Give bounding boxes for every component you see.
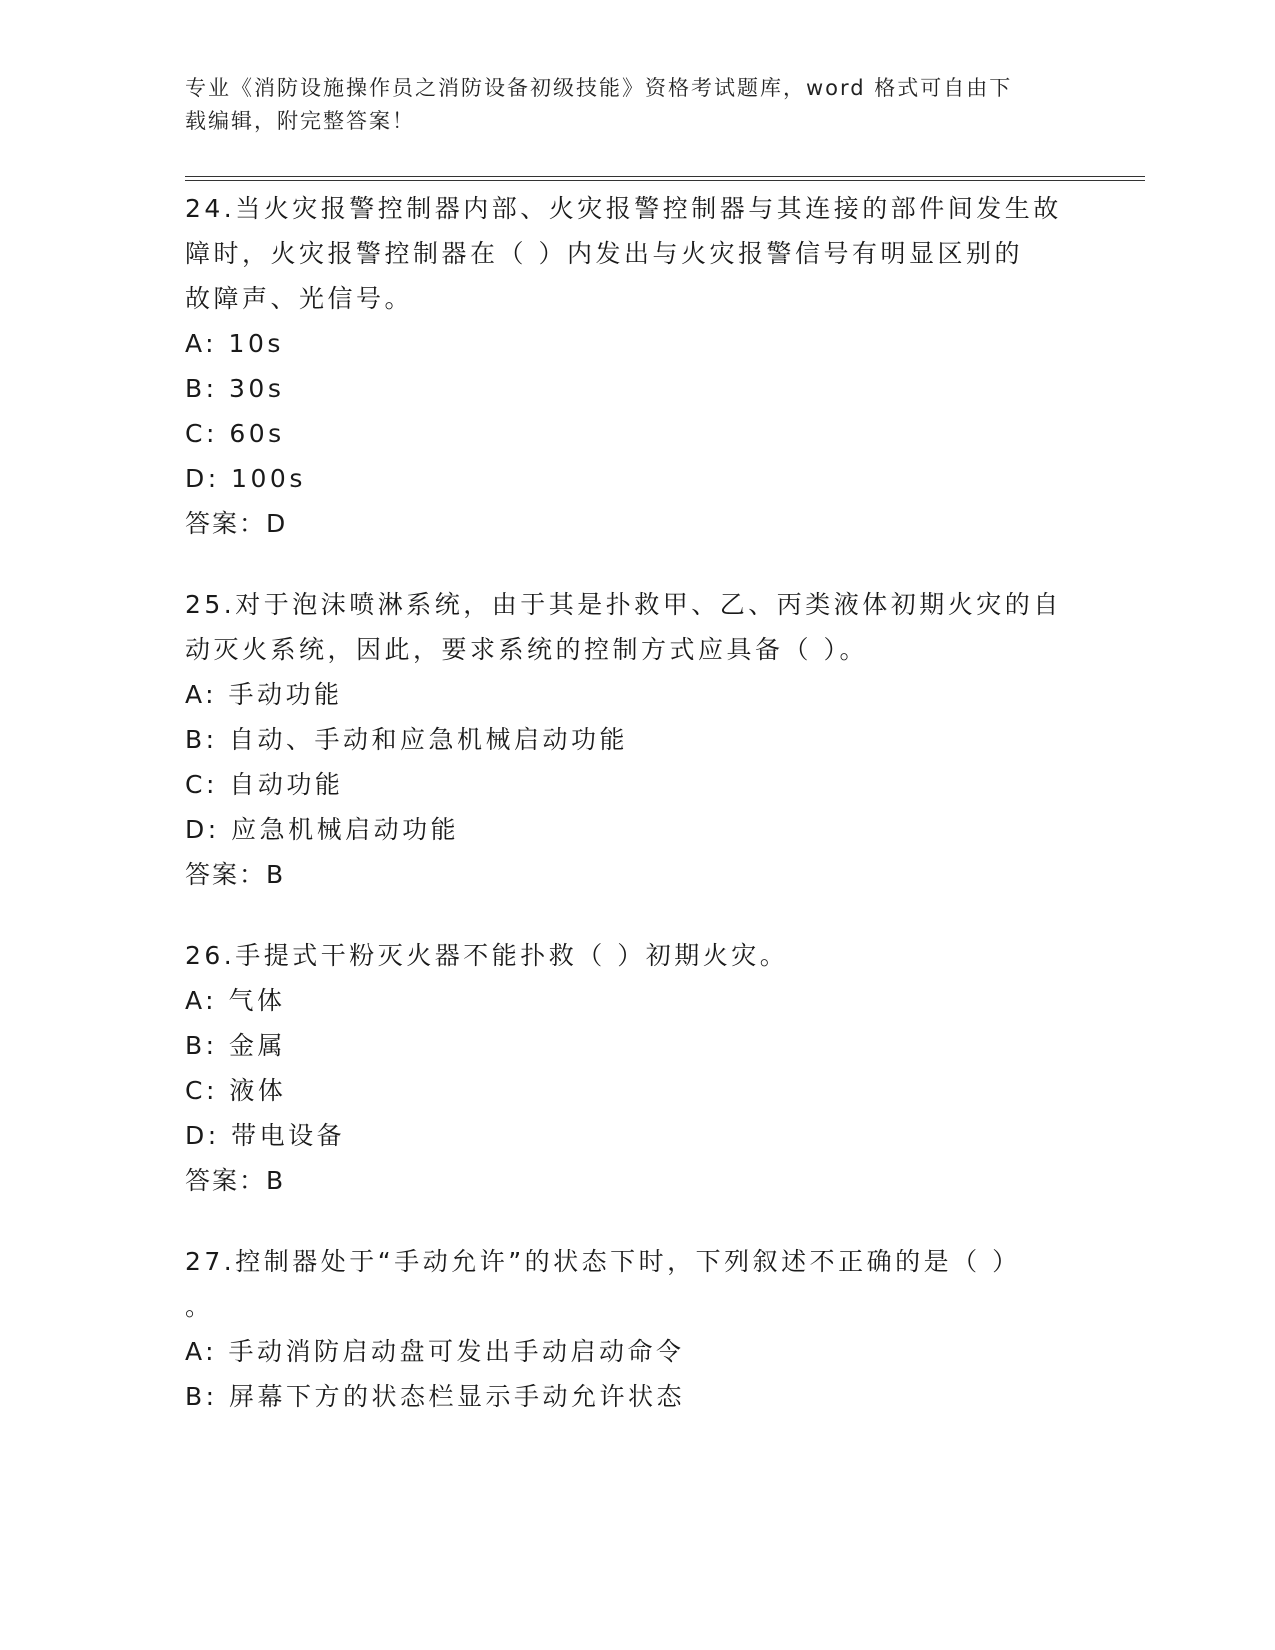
question-stem-line: 25.对于泡沫喷淋系统，由于其是扑救甲、乙、丙类液体初期火灾的自 bbox=[185, 590, 1062, 619]
option-c: C: 自动功能 bbox=[185, 770, 344, 799]
header-line-1: 专业《消防设施操作员之消防设备初级技能》资格考试题库，word 格式可自由下 bbox=[185, 76, 1013, 100]
question-stem-line: 26.手提式干粉灭火器不能扑救（ ）初期火灾。 bbox=[185, 941, 789, 970]
question-26 bbox=[185, 933, 1085, 1203]
question-stem-line: 障时，火灾报警控制器在（ ）内发出与火灾报警信号有明显区别的 bbox=[185, 239, 1023, 268]
question-stem-line: 27.控制器处于“手动允许”的状态下时，下列叙述不正确的是（ ） bbox=[185, 1247, 1021, 1276]
question-stem-line: 。 bbox=[185, 1292, 214, 1321]
option-a: A: 10s bbox=[185, 329, 284, 358]
option-c: C: 60s bbox=[185, 419, 285, 448]
option-a: A: 手动消防启动盘可发出手动启动命令 bbox=[185, 1337, 685, 1366]
question-stem-line: 故障声、光信号。 bbox=[185, 284, 414, 313]
question-list bbox=[185, 186, 1085, 1455]
option-a: A: 手动功能 bbox=[185, 680, 343, 709]
option-b: B: 30s bbox=[185, 374, 285, 403]
answer: 答案：D bbox=[185, 509, 288, 538]
document-header bbox=[185, 72, 1065, 138]
question-stem-line: 动灭火系统，因此，要求系统的控制方式应具备（ ）。 bbox=[185, 635, 868, 664]
question-24 bbox=[185, 186, 1085, 546]
option-c: C: 液体 bbox=[185, 1076, 287, 1105]
answer: 答案：B bbox=[185, 860, 286, 889]
option-d: D: 100s bbox=[185, 464, 306, 493]
option-d: D: 带电设备 bbox=[185, 1121, 346, 1150]
option-b: B: 自动、手动和应急机械启动功能 bbox=[185, 725, 629, 754]
header-divider bbox=[185, 176, 1145, 181]
option-b: B: 屏幕下方的状态栏显示手动允许状态 bbox=[185, 1382, 686, 1411]
answer: 答案：B bbox=[185, 1166, 286, 1195]
option-a: A: 气体 bbox=[185, 986, 286, 1015]
option-b: B: 金属 bbox=[185, 1031, 287, 1060]
header-line-2: 载编辑，附完整答案！ bbox=[185, 109, 415, 133]
question-25 bbox=[185, 582, 1085, 897]
option-d: D: 应急机械启动功能 bbox=[185, 815, 460, 844]
question-stem-line: 24.当火灾报警控制器内部、火灾报警控制器与其连接的部件间发生故 bbox=[185, 194, 1062, 223]
question-27 bbox=[185, 1239, 1085, 1419]
